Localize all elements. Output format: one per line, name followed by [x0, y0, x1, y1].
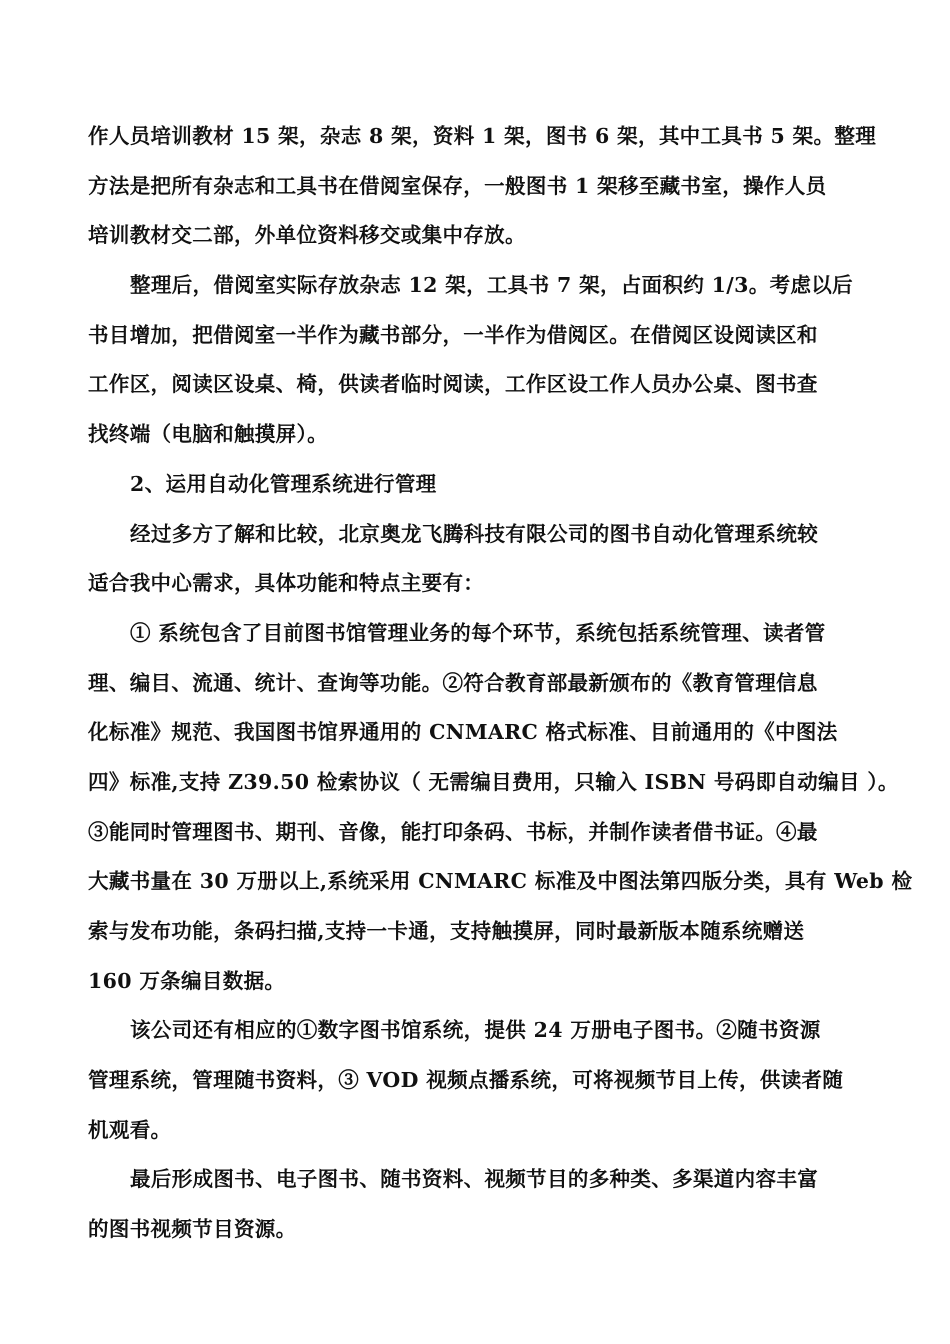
text-line: 大藏书量在 30 万册以上,系统采用 CNMARC 标准及中图法第四版分类，具有 Web 检 [88, 869, 913, 894]
text-line: 经过多方了解和比较，北京奥龙飞腾科技有限公司的图书自动化管理系统较 [130, 521, 819, 546]
paragraph-1 [88, 112, 878, 261]
text-line: 方法是把所有杂志和工具书在借阅室保存，一般图书 1 架移至藏书室，操作人员 [88, 173, 827, 198]
text-line: 适合我中心需求，具体功能和特点主要有： [88, 571, 485, 596]
text-line: 化标准》规范、我国图书馆界通用的 CNMARC 格式标准、目前通用的《中图法 [88, 720, 838, 745]
text-line: 书目增加，把借阅室一半作为藏书部分，一半作为借阅区。在借阅区设阅读区和 [88, 322, 818, 347]
text-line: 培训教材交二部，外单位资料移交或集中存放。 [88, 223, 526, 248]
text-line: 最后形成图书、电子图书、随书资料、视频节目的多种类、多渠道内容丰富 [130, 1167, 819, 1192]
text-line: 找终端（电脑和触摸屏）。 [88, 422, 328, 447]
text-line: 管理系统，管理随书资料，③ VOD 视频点播系统，可将视频节目上传，供读者随 [88, 1068, 844, 1093]
paragraph-5 [88, 1006, 878, 1155]
text-line: 索与发布功能，条码扫描,支持一卡通，支持触摸屏，同时最新版本随系统赠送 [88, 919, 805, 943]
text-line: 2、运用自动化管理系统进行管理 [130, 471, 437, 496]
paragraph-4 [88, 609, 913, 1007]
paragraph-6 [88, 1155, 878, 1254]
text-line: 机观看。 [88, 1117, 172, 1142]
section-heading [88, 460, 878, 510]
text-line: ③能同时管理图书、期刊、音像，能打印条码、书标，并制作读者借书证。④最 [88, 819, 818, 844]
text-line: 作人员培训教材 15 架，杂志 8 架，资料 1 架，图书 6 架，其中工具书 5 架。整理 [88, 124, 877, 148]
text-line: 工作区，阅读区设桌、椅，供读者临时阅读，工作区设工作人员办公桌、图书查 [88, 372, 818, 397]
text-line: 该公司还有相应的①数字图书馆系统，提供 24 万册电子图书。②随书资源 [130, 1018, 821, 1043]
paragraph-2 [88, 261, 878, 460]
document-page [88, 112, 913, 1255]
paragraph-3 [88, 510, 878, 609]
text-line: ① 系统包含了目前图书馆管理业务的每个环节，系统包括系统管理、读者管 [130, 620, 826, 645]
text-line: 整理后，借阅室实际存放杂志 12 架，工具书 7 架，占面积约 1/3。考虑以后 [130, 273, 853, 298]
text-line: 160 万条编目数据。 [88, 968, 286, 993]
text-line: 四》标准,支持 Z39.50 检索协议（ 无需编目费用，只输入 ISBN 号码即自动编目 ）。 [88, 769, 899, 794]
text-line: 理、编目、流通、统计、查询等功能。②符合教育部最新颁布的《教育管理信息 [88, 670, 818, 695]
text-line: 的图书视频节目资源。 [88, 1217, 297, 1242]
